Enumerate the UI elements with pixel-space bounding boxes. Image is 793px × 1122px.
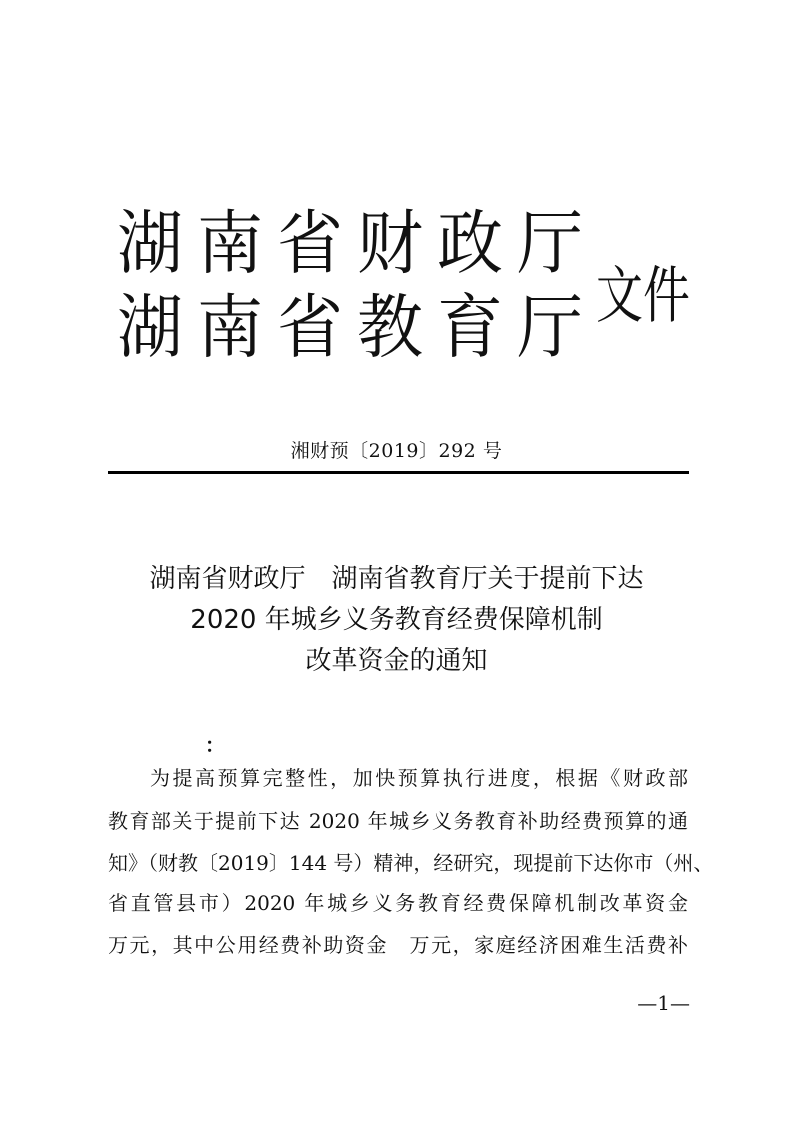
body-line: 省直管县市）2020 年城乡义务教育经费保障机制改革资金 — [108, 891, 688, 915]
document-label: 文件 — [596, 260, 690, 333]
page-number: —1— — [637, 991, 690, 1015]
title-line-2: 2020 年城乡义务教育经费保障机制 — [190, 605, 603, 635]
title-line-1: 湖南省财政厅 湖南省教育厅关于提前下达 — [149, 564, 644, 594]
document-number: 湘财预〔2019〕292 号 — [290, 440, 503, 462]
issuing-org-finance: 湖南省财政厅 — [117, 203, 597, 284]
body-line: 为提高预算完整性，加快预算执行进度，根据《财政部 — [150, 766, 688, 790]
salutation: ： — [205, 733, 225, 757]
header-divider — [108, 471, 689, 474]
body-line: 知》（财教〔2019〕144 号）精神，经研究，现提前下达你市（州、 — [108, 851, 714, 875]
body-line: 教育部关于提前下达 2020 年城乡义务教育补助经费预算的通 — [108, 809, 688, 833]
issuing-org-education: 湖南省教育厅 — [117, 287, 597, 368]
body-line: 万元，其中公用经费补助资金 万元，家庭经济困难生活费补 — [108, 933, 688, 957]
title-line-3: 改革资金的通知 — [305, 646, 488, 676]
